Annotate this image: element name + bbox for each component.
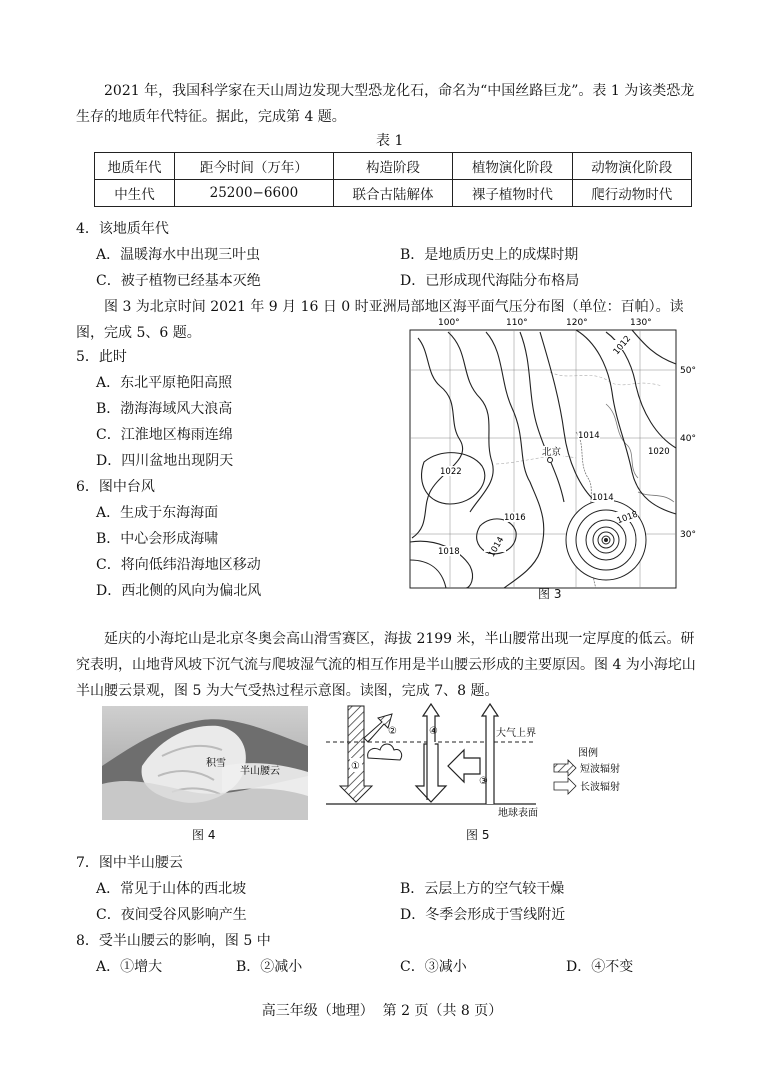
table-header-cell: 动物演化阶段 (572, 153, 691, 180)
q7-option-c[interactable]: C．夜间受谷风影响产生 (96, 907, 247, 923)
isobar-value: 1018 (615, 509, 640, 527)
lon-label: 120° (566, 318, 588, 328)
intro-paragraph: 2021 年，我国科学家在天山周边发现大型恐龙化石，命名为“中国丝路巨龙”。表 1 为该类恐龙生存的地质年代特征。据此，完成第 4 题。 (76, 83, 695, 125)
table-cell: 25200−6600 (175, 180, 334, 207)
table-header-cell: 距今时间（万年） (175, 153, 334, 180)
question-5-title: 5．此时 (76, 349, 127, 365)
legend-short-wave: 短波辐射 (580, 764, 620, 775)
label-ground: 地球表面 (498, 808, 538, 819)
q5-option-d[interactable]: D．四川盆地出现阴天 (96, 453, 234, 469)
figure-4-mountain-photo (102, 706, 308, 820)
arrow-short-wave-1 (340, 706, 372, 802)
cloud-icon (368, 744, 402, 760)
table-header-row (95, 153, 692, 180)
isobar-value: 1018 (438, 547, 460, 557)
isobar-value: 1014 (578, 431, 600, 441)
label-3: ③ (479, 776, 488, 787)
q8-option-b[interactable]: B．②减小 (236, 959, 303, 975)
photo-label-snow: 积雪 (206, 758, 226, 769)
question-6-title: 6．图中台风 (76, 479, 155, 495)
q6-option-d[interactable]: D．西北侧的风向为偏北风 (96, 583, 262, 599)
q8-option-d[interactable]: D．④不变 (566, 959, 634, 975)
isobar-value: 1016 (504, 513, 526, 523)
label-4: ④ (429, 726, 438, 737)
q7-option-b[interactable]: B．云层上方的空气较干燥 (400, 881, 565, 897)
table-cell: 裸子植物时代 (453, 180, 572, 207)
label-atmosphere-top: 大气上界 (496, 728, 536, 739)
figure-5-caption: 图 5 (466, 828, 490, 842)
legend-short-wave-icon (554, 760, 576, 776)
q6-option-b[interactable]: B．中心会形成海啸 (96, 531, 219, 547)
q5-option-b[interactable]: B．渤海海域风大浪高 (96, 401, 233, 417)
arrow-ground-radiation (482, 704, 498, 804)
intro-paragraph-2: 图 3 为北京时间 2021 年 9 月 16 日 0 时亚洲局部地区海平面气压分布图（单位：百帕）。读图，完成 5、6 题。 (76, 299, 684, 341)
table-header-cell: 构造阶段 (333, 153, 452, 180)
lon-label: 130° (630, 318, 652, 328)
intro-paragraph-3: 延庆的小海坨山是北京冬奥会高山滑雪赛区，海拔 2199 米，半山腰常出现一定厚度的低云。研究表明，山地背风坡下沉气流与爬坡湿气流的相互作用是半山腰云形成的主要原因。图 4 为小海坨山半山腰云景观，图 5 为大气受热过程示意图。读图，完成 7、8 题。 (76, 631, 696, 699)
table-geologic-era (94, 152, 692, 207)
table-header-cell: 地质年代 (95, 153, 175, 180)
table-row (95, 180, 692, 207)
isobar-value: 1014 (592, 493, 614, 503)
q4-option-b[interactable]: B．是地质历史上的成煤时期 (400, 247, 579, 263)
isobar-value: 1020 (648, 447, 670, 457)
q6-option-a[interactable]: A．生成于东海海面 (96, 505, 219, 521)
label-2: ② (388, 726, 397, 737)
lat-label: 50° (680, 366, 696, 376)
photo-label-cloud: 半山腰云 (240, 766, 280, 777)
q4-option-a[interactable]: A．温暖海水中出现三叶虫 (96, 247, 261, 263)
q6-option-c[interactable]: C．将向低纬沿海地区移动 (96, 557, 261, 573)
city-label-beijing: 北京 (542, 447, 562, 458)
table-cell: 联合古陆解体 (333, 180, 452, 207)
table-cell: 爬行动物时代 (572, 180, 691, 207)
beijing-marker (548, 458, 553, 463)
question-7-title: 7．图中半山腰云 (76, 855, 183, 871)
q8-option-a[interactable]: A．①增大 (96, 959, 163, 975)
table-cell: 中生代 (95, 180, 175, 207)
question-4-title: 4．该地质年代 (76, 221, 169, 237)
q7-option-a[interactable]: A．常见于山体的西北坡 (96, 881, 247, 897)
table-caption: 表 1 (376, 133, 404, 149)
q4-option-c[interactable]: C．被子植物已经基本灭绝 (96, 273, 261, 289)
question-8-title: 8．受半山腰云的影响，图 5 中 (76, 933, 271, 949)
legend-long-wave-icon (554, 778, 576, 794)
figure-5-heating-diagram (326, 698, 656, 820)
lon-label: 100° (438, 318, 460, 328)
table-header-cell: 植物演化阶段 (453, 153, 572, 180)
label-1: ① (351, 761, 360, 772)
lon-label: 110° (506, 318, 528, 328)
figure-3-pressure-map (400, 312, 700, 608)
figure-4-caption: 图 4 (192, 828, 216, 842)
page-footer: 高三年级（地理） 第 2 页（共 8 页） (261, 1003, 503, 1019)
q4-option-d[interactable]: D．已形成现代海陆分布格局 (400, 273, 580, 289)
arrow-counter-radiation (448, 750, 480, 782)
lat-label: 30° (680, 530, 696, 540)
isobar-value: 1022 (440, 467, 462, 477)
isobar-value: 1014 (486, 535, 507, 560)
lat-label: 40° (680, 434, 696, 444)
q8-option-c[interactable]: C．③减小 (400, 959, 467, 975)
legend-title: 图例 (578, 748, 598, 759)
figure-3-caption: 图 3 (538, 587, 562, 601)
q5-option-c[interactable]: C．江淮地区梅雨连绵 (96, 427, 233, 443)
q5-option-a[interactable]: A．东北平原艳阳高照 (96, 375, 233, 391)
isobar-value: 1012 (611, 333, 634, 357)
q7-option-d[interactable]: D．冬季会形成于雪线附近 (400, 907, 566, 923)
legend-long-wave: 长波辐射 (580, 782, 620, 793)
